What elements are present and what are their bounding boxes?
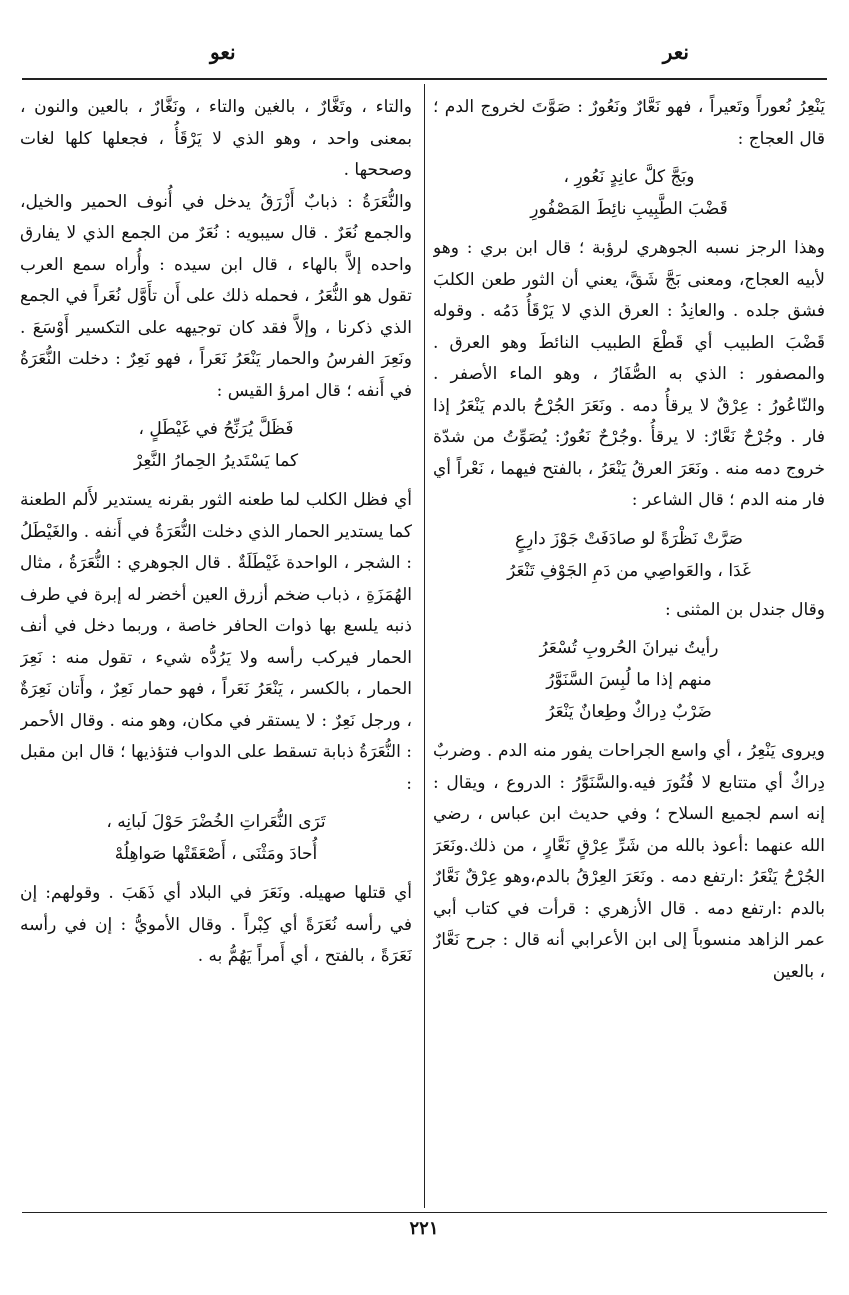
verse-line: منهم إذا ما لُبِسَ السَّنَوَّرُ — [546, 670, 712, 690]
verse-line: غَدَا ، والعَواصِي من دَمِ الجَوْفِ تَنْعَرُ — [507, 560, 751, 581]
verse-line: رأيتُ نيرانَ الحُروبِ تُسْعَرُ — [539, 638, 719, 658]
column-divider — [424, 84, 425, 1208]
paragraph: وقال جندل بن المثنى : — [665, 599, 825, 620]
verse-line: أُحادَ ومَثْنَى ، أَصْعَقَتْها صَواهِلُهْ — [114, 844, 318, 864]
verse-line: ضَرْبٌ دِراكٌ وطِعانٌ يَنْعَرُ — [546, 702, 712, 722]
verse-line: تَرَى النُّعَراتِ الخُضْرَ حَوْلَ لَبانِه ، — [106, 812, 326, 832]
paragraph: وهذا الرجز نسبه الجوهري لرؤبة ؛ قال ابن بري : وهو لأبيه العجاج، ومعنى بَجَّ شَقَّ، يعني أن الثور طعن الكلبَ فشق جلده . والعانِدُ : العرق الذي لا يَرْقَأُ دَمُه . وقوله قَضْبَ الطبيب أي قَطْعَ الطبيب النائطَ وهو العرق . والمصفور : الذي به الصُّفَارُ ، وهو الماء الأصفر . والنّاعُورُ : عِرْقٌ لا يرقأُ دمه . ونَعَرَ الجُرْحُ بالدم يَنْعَرُ إذا فار . وجُرْحٌ نَعَّارٌ: لا يرقأُ .وجُرْحٌ نَعُورٌ: يُصَوِّتُ من شدّة خروج دمه منه . ونَعَرَ العرقُ يَنْعَرُ ، بالفتح فيهما ، نَعْراً أي فار منه الدم ؛ قال الشاعر : — [433, 238, 825, 510]
paragraph: والنُّعَرَةُ : ذبابٌ أَزْرَقُ يدخل في أُنوف الحمير والخيل، والجمع نُعَرٌ . قال سيبويه : نُعَرٌ من الجمع الذي لا يفارق واحده إلاَّ بالهاء ، قال ابن سيده : وأُراه سمع العرب تقول هو النُّعَرُ ، فحمله ذلك على أَن تأَوَّل نُعَراً في الجمع الذي ذكرنا ، وإلاَّ فقد كان توجيهه على التكسير أَوْسَعَ . ونَعِرَ الفرسُ والحمار يَنْعَرُ نَعَراً ، فهو نَعِرٌ : دخلت النُّعَرَةُ في أَنفه ؛ قال امرؤ القيس : — [20, 191, 412, 401]
verse-line: فَظَلَّ يُرَنِّحُ في غَيْطَلٍ ، — [138, 419, 294, 439]
paragraph: أي فظل الكلب لما طعنه الثور بقرنه يستدير لأَلم الطعنة كما يستدير الحمار الذي دخلت النُّعَرَةُ في أَنفه . والغَيْطَلُ : الشجر ، الواحدة غَيْطَلَةٌ . قال الجوهري : النُّعَرَةُ ، مثال الهُمَزَةِ ، ذباب ضخم أزرق العين أخضر له إبرة في طرف ذنبه يلسع بها ذوات الحافر خاصة ، وربما دخل في أنف الحمار فيركب رأسه ولا يَرُدُّه شيء ، تقول منه : نَعِرَ الحمار ، بالكسر ، يَنْعَرُ نَعَراً ، فهو حمار نَعِرٌ ، وأَتان نَعِرَةٌ ، ورجل نَعِرٌ : لا يستقر في مكان، وهو منه . وقال الأحمر : النُّعَرَةُ ذبابة تسقط على الدواب فتؤذيها ؛ قال ابن مقبل : — [20, 490, 412, 794]
header-word-right: نعر — [662, 40, 689, 64]
verse-line: قَضْبَ الطَّبِيبِ نائِطَ المَصْفُورِ — [530, 199, 728, 219]
paragraph: يَنْعِرُ نُعوراً وتَعيراً ، فهو نَعَّارٌ ونَعُورٌ : صَوَّتَ لخروج الدم ؛ قال العجاج : — [433, 97, 825, 149]
verse-line: كما يَسْتَديرُ الحِمارُ النَّعِرْ — [133, 451, 299, 471]
right-column — [433, 92, 825, 1204]
left-column — [20, 92, 412, 1204]
verse-block — [433, 523, 825, 587]
paragraph: ويروى يَنْعِرُ ، أي واسع الجراحات يفور منه الدم . وضربٌ دِراكٌ أي متتابع لا فُتُورَ فيه.والسَّنَوَّرُ : الدروع ، ويقال : إنه اسم لجميع السلاح ؛ وفي حديث ابن عباس ، رضي الله عنهما :أعوذ بالله من شَرِّ عِرْقٍ نَعَّارٍ ، من ذلك.ونَعَرَ الجُرْحُ يَنْعَرُ :ارتفع دمه . ونَعَرَ العِرْقُ بالدم،وهو عِرْقٌ نَعَّارٌ بالدم :ارتفع دمه . قال الأزهري : قرأت في كتاب أبي عمر الزاهد منسوباً إلى ابن الأعرابي أنه قال : جرح نَعَّارٌ ، بالعين — [433, 741, 825, 982]
paragraph: والتاء ، وتَغَّارٌ ، بالغين والتاء ، ونَغَّارٌ ، بالعين والنون ، بمعنى واحد ، وهو الذي لا يَرْقَأُ ، فجعلها كلها لغات وصححها . — [20, 97, 412, 180]
header-word-left: نعو — [210, 40, 236, 64]
page-number: ٢٢١ — [409, 1218, 439, 1239]
top-rule — [22, 78, 827, 80]
paragraph: أي قتلها صهيله. ونَعَرَ في البلاد أي ذَهَبَ . وقولهم: إن في رأسه نُعَرَةً أي كِبْراً . وقال الأمويُّ : إن في رأسه نَعَرَةً ، بالفتح ، أي أَمراً يَهُمُّ به . — [20, 883, 412, 966]
verse-block — [433, 632, 825, 728]
verse-line: صَرَّتْ نَظْرَةً لو صادَفَتْ جَوْزَ دارِعٍ — [515, 528, 743, 549]
verse-block — [20, 413, 412, 477]
verse-line: وبَجَّ كلَّ عانِدٍ نَعُورِ ، — [563, 167, 695, 187]
bottom-rule — [22, 1212, 827, 1213]
verse-block — [433, 161, 825, 225]
verse-block — [20, 806, 412, 870]
